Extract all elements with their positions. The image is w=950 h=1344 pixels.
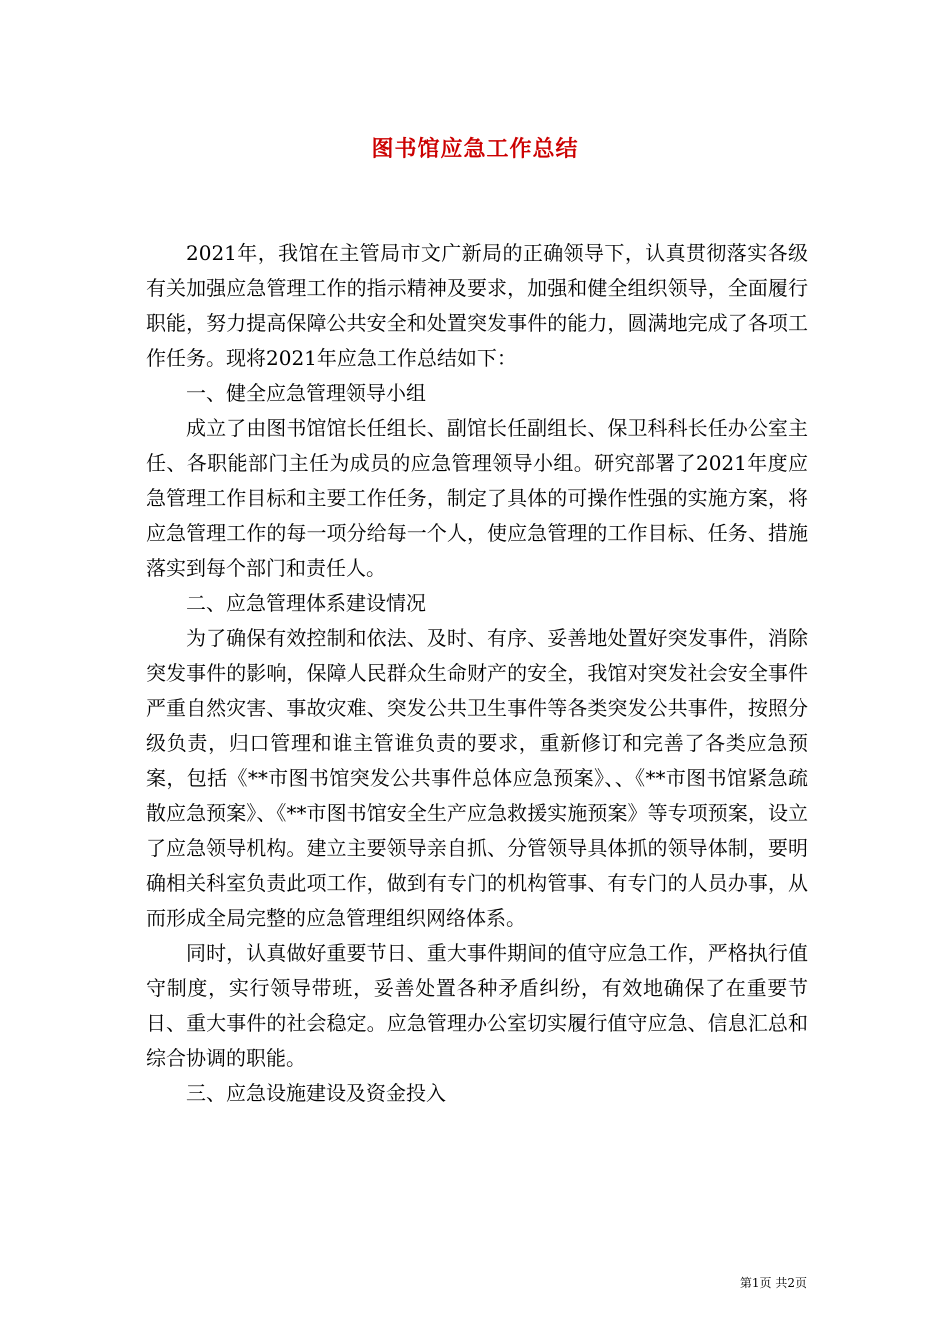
document-title: 图书馆应急工作总结 xyxy=(371,136,579,162)
document-body xyxy=(146,236,808,1111)
paragraph-section-2a: 为了确保有效控制和依法、及时、有序、妥善地处置好突发事件，消除突发事件的影响，保障人民群众生命财产的安全，我馆对突发社会安全事件严重自然灾害、事故灾难、突发公共卫生事件等各类突发公共事件，按照分级负责，归口管理和谁主管谁负责的要求，重新修订和完善了各类应急预案，包括《**市图书馆突发公共事件总体应急预案》、、《**市图书馆紧急疏散应急预案》、《**市图书馆安全生产应急救援实施预案》等专项预案，设立了应急领导机构。建立主要领导亲自抓、分管领导具体抓的领导体制，要明确相关科室负责此项工作，做到有专门的机构管事、有专门的人员办事，从而形成全局完整的应急管理组织网络体系。 xyxy=(146,626,808,930)
section-heading-1: 一、健全应急管理领导小组 xyxy=(186,381,426,405)
paragraph-intro: 2021年，我馆在主管局市文广新局的正确领导下，认真贯彻落实各级有关加强应急管理工作的指示精神及要求，加强和健全组织领导，全面履行职能，努力提高保障公共安全和处置突发事件的能力，圆满地完成了各项工作任务。现将2021年应急工作总结如下： xyxy=(146,241,808,370)
paragraph-section-1: 成立了由图书馆馆长任组长、副馆长任副组长、保卫科科长任办公室主任、各职能部门主任为成员的应急管理领导小组。研究部署了2021年度应急管理工作目标和主要工作任务，制定了具体的可操作性强的实施方案，将应急管理工作的每一项分给每一个人，使应急管理的工作目标、任务、措施落实到每个部门和责任人。 xyxy=(146,416,808,580)
paragraph-section-2b: 同时，认真做好重要节日、重大事件期间的值守应急工作，严格执行值守制度，实行领导带班，妥善处置各种矛盾纠纷，有效地确保了在重要节日、重大事件的社会稳定。应急管理办公室切实履行值守应急、信息汇总和综合协调的职能。 xyxy=(146,941,808,1070)
section-heading-3: 三、应急设施建设及资金投入 xyxy=(186,1081,446,1105)
page-number: 第1页 共2页 xyxy=(739,1276,807,1290)
section-heading-2: 二、应急管理体系建设情况 xyxy=(186,591,426,615)
